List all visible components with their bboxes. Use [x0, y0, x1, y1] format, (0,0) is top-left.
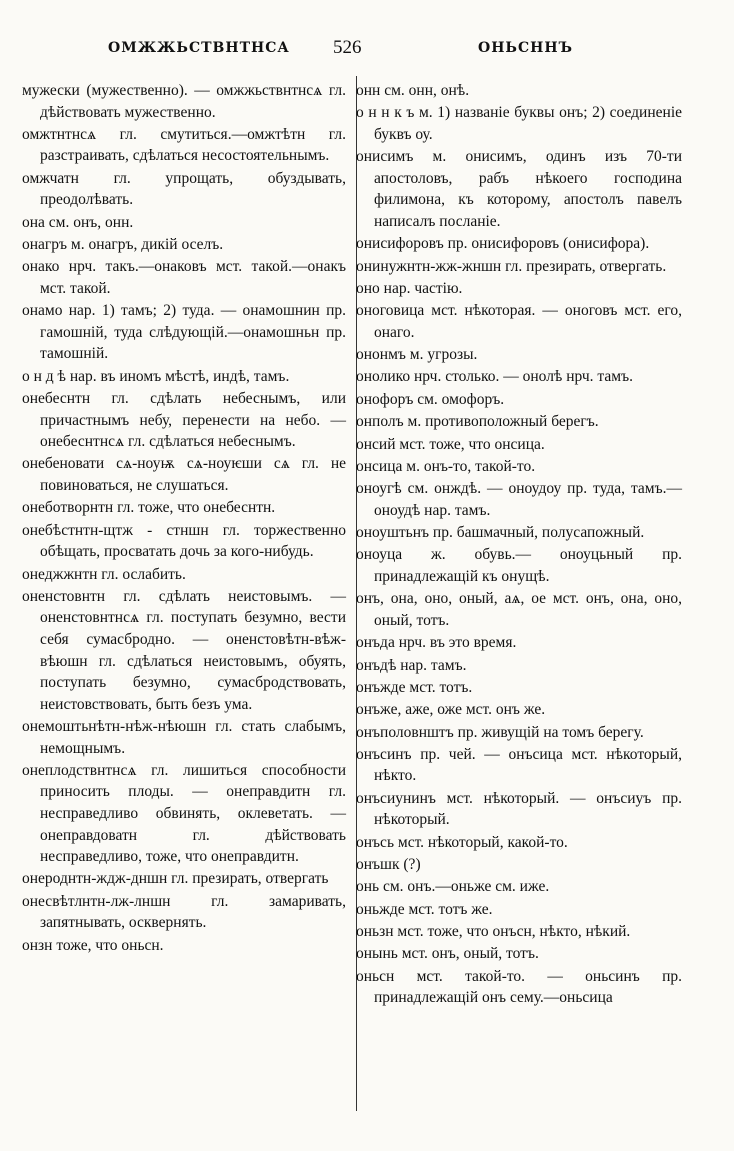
dictionary-entry: оно нар. частію.: [356, 279, 463, 297]
dictionary-entry: онъсиунинъ мст. нѣкоторый. — онъсиуъ пр. нѣкоторый.: [356, 789, 682, 829]
dictionary-entry: онеботворнтн гл. тоже, что онебеснтн.: [22, 499, 276, 517]
dictionary-entry: она см. онъ, онн.: [22, 213, 134, 231]
dictionary-entry: онъда нрч. въ это время.: [356, 634, 517, 652]
dictionary-entry: оноговица мст. нѣкоторая. — оноговъ мст. его, онаго.: [356, 302, 682, 341]
dictionary-entry: онь см. онъ.—оньже см. иже.: [356, 878, 550, 896]
dictionary-entry: онъсь мст. нѣкоторый, какой-то.: [356, 833, 568, 851]
dictionary-entry: ононмъ м. угрозы.: [356, 346, 478, 364]
dictionary-entry: онамо нар. 1) тамъ; 2) туда. — онамошнин пр. гамошній, туда слѣдующій.—онамошньн пр. тамошній.: [22, 302, 346, 363]
dictionary-entry: онебѣстнтн-щтж - стншн гл. торжественно обѣщать, просватать дочь за кого-нибудь.: [22, 521, 346, 561]
page-number: 526: [333, 37, 362, 58]
running-head-right: ОНЬСННЪ: [478, 40, 573, 56]
dictionary-entry: онеджжнтн гл. ослабить.: [22, 565, 186, 583]
dictionary-entry: оньзн мст. тоже, что онъсн, нѣкто, нѣкий.: [356, 923, 631, 941]
left-column: [22, 80, 346, 956]
dictionary-entry: онеплодствнтнсѧ гл. лишиться способности приносить плоды. — онеправдитн гл. несправедливо обвинять, оклеветать. — онеправдоватн гл. дѣйствовать несправедливо, тоже, что онеправдитн.: [22, 761, 346, 866]
dictionary-entry: онынь мст. онъ, оный, тотъ.: [356, 945, 539, 963]
dictionary-entry: онофоръ см. омофоръ.: [356, 390, 505, 408]
dictionary-entry: онинужнтн-жж-жншн гл. презирать, отвергать.: [356, 257, 667, 275]
dictionary-entry: онсица м. онъ-то, такой-то.: [356, 457, 536, 475]
dictionary-entry: онако нрч. такъ.—онаковъ мст. такой.—онакъ мст. такой.: [22, 258, 346, 297]
dictionary-entry: онемоштьнѣтн-нѣж-нѣюшн гл. стать слабымъ, немощнымъ.: [22, 718, 346, 757]
dictionary-entry: мужески (мужественно). — омжжьствнтнсѧ гл. дѣйствовать мужественно.: [22, 82, 346, 121]
dictionary-entry: онъдѣ нар. тамъ.: [356, 656, 467, 674]
dictionary-entry: о н н к ъ м. 1) названіе буквы онъ; 2) соединеніе буквъ оу.: [356, 104, 682, 143]
dictionary-entry: онолико нрч. столько. — онолѣ нрч. тамъ.: [356, 368, 633, 386]
dictionary-entry: онъже, аже, оже мст. онъ же.: [356, 701, 546, 719]
dictionary-entry: оньсн мст. такой-то. — оньсинъ пр. принадлежащій онъ сему.—оньсица: [356, 967, 682, 1007]
dictionary-entry: омжтнтнсѧ гл. смутиться.—омжтѣтн гл. разстраивать, сдѣлаться несостоятельнымъ.: [22, 125, 346, 165]
dictionary-entry: онисимъ м. онисимъ, одинъ изъ 70-ти апостоловъ, рабъ нѣкоего господина филимона, къ которому, апостолъ павелъ написалъ посланіе.: [356, 148, 682, 230]
dictionary-entry: онъжде мст. тотъ.: [356, 678, 473, 696]
dictionary-entry: оноуца ж. обувь.— оноуцьный пр. принадлежащій къ онущѣ.: [356, 546, 682, 585]
running-head-left: ОМЖЖЬСТВНТНСА: [108, 40, 290, 56]
dictionary-entry: онн см. онн, онѣ.: [356, 82, 470, 99]
dictionary-entry: онероднтн-ждж-дншн гл. презирать, отвергать: [22, 870, 329, 888]
right-column: [356, 80, 682, 1009]
dictionary-entry: онъсинъ пр. чей. — онъсица мст. нѣкоторый, нѣкто.: [356, 745, 682, 785]
dictionary-entry: онагръ м. онагръ, дикій оселъ.: [22, 236, 224, 254]
dictionary-entry: оноугѣ см. онждѣ. — оноудоу пр. туда, тамъ.—оноудѣ нар. тамъ.: [356, 480, 682, 519]
dictionary-entry: оноуштьнъ пр. башмачный, полусапожный.: [356, 524, 645, 542]
dictionary-entry: онъполовнштъ пр. живущій на томъ берегу.: [356, 723, 644, 741]
dictionary-entry: онзн тоже, что оньсн.: [22, 936, 164, 954]
dictionary-entry: онсий мст. тоже, что онсица.: [356, 435, 545, 453]
dictionary-entry: онполъ м. противоположный берегъ.: [356, 413, 599, 431]
dictionary-entry: оньжде мст. тотъ же.: [356, 900, 493, 918]
dictionary-entry: онесвѣтлнтн-лж-лншн гл. замаривать, запятнывать, осквернять.: [22, 892, 346, 932]
dictionary-entry: онъшк (?): [356, 856, 421, 874]
dictionary-entry: оненстовнтн гл. сдѣлать неистовымъ. —оненстовнтнсѧ гл. поступать безумно, вести себя сумасбродно. — оненстовѣтн-вѣж-вѣюшн гл. сдѣлаться неистовымъ, обуять, поступать безумно, сумасбродствовать, неистовствовать, быть безъ ума.: [22, 587, 346, 713]
dictionary-entry: онебеновати сѧ-ноуѭ сѧ-ноуѥши сѧ гл. не повиноваться, не слушаться.: [22, 455, 346, 495]
dictionary-entry: омжчатн гл. упрощать, обуздывать, преодолѣвать.: [22, 169, 346, 209]
dictionary-entry: о н д ѣ нар. въ иномъ мѣстѣ, индѣ, тамъ.: [22, 367, 290, 385]
dictionary-entry: онисифоровъ пр. онисифоровъ (онисифора).: [356, 235, 650, 253]
dictionary-entry: онъ, она, оно, оный, аѧ, ое мст. онъ, она, оно, оный, тотъ.: [356, 590, 682, 629]
dictionary-entry: онебеснтн гл. сдѣлать небеснымъ, или причастнымъ небу, перенести на небо. — онебеснтнсѧ гл. сдѣлаться небеснымъ.: [22, 390, 346, 451]
